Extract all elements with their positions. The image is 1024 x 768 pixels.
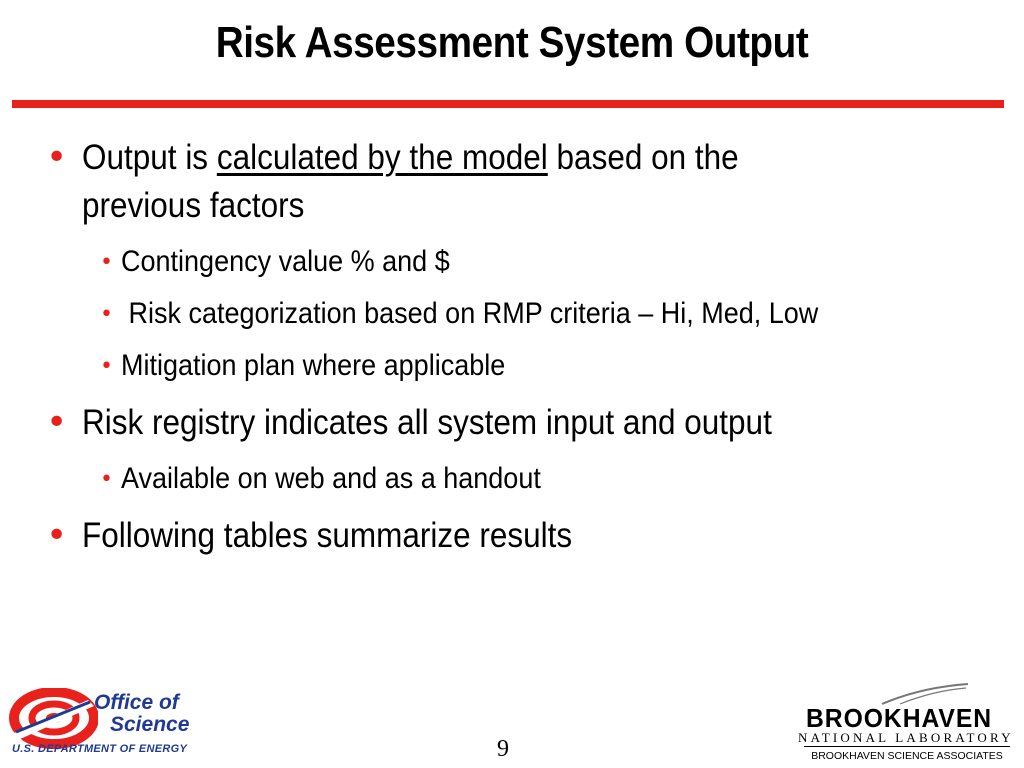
page-number: 9 — [497, 736, 509, 762]
doe-department: U.S. DEPARTMENT OF ENERGY — [12, 743, 188, 755]
bullet-3: Following tables summarize results — [82, 516, 573, 555]
sub-bullet-2-1: Available on web and as a handout — [121, 462, 541, 495]
bullet-1-underlined: calculated by the model — [216, 138, 548, 177]
doe-line-2: Science — [110, 713, 190, 736]
bullet-1-prefix: Output is — [82, 138, 217, 177]
national-laboratory-text: NATIONAL LABORATORY — [798, 730, 1014, 745]
sub-bullet-1-3: Mitigation plan where applicable — [121, 349, 506, 382]
sub-bullet-marker: • — [100, 302, 113, 327]
bullet-marker: • — [46, 515, 68, 556]
bullet-marker: • — [46, 402, 68, 443]
sub-bullet-marker: • — [100, 250, 113, 275]
bullet-2: Risk registry indicates all system input and output — [82, 403, 772, 442]
bullet-marker: • — [46, 137, 68, 178]
bullet-1-suffix: based on the — [547, 138, 739, 177]
doe-line-1: Office of — [94, 691, 179, 714]
doe-office-of-science-logo-icon — [8, 688, 98, 750]
sub-bullet-1-1: Contingency value % and $ — [121, 245, 450, 278]
sub-bullet-marker: • — [100, 467, 113, 492]
brookhaven-science-associates: BROOKHAVEN SCIENCE ASSOCIATES — [804, 746, 1010, 765]
title-divider — [12, 100, 1004, 108]
sub-bullet-1-2: Risk categorization based on RMP criteria – Hi, Med, Low — [121, 297, 819, 330]
slide-title: Risk Assessment System Output — [215, 18, 809, 67]
sub-bullet-marker: • — [100, 354, 113, 379]
bullet-1-line-1 — [82, 134, 739, 182]
brookhaven-wordmark: BROOKHAVEN — [806, 703, 993, 733]
bullet-1-line-2: previous factors — [82, 186, 305, 225]
